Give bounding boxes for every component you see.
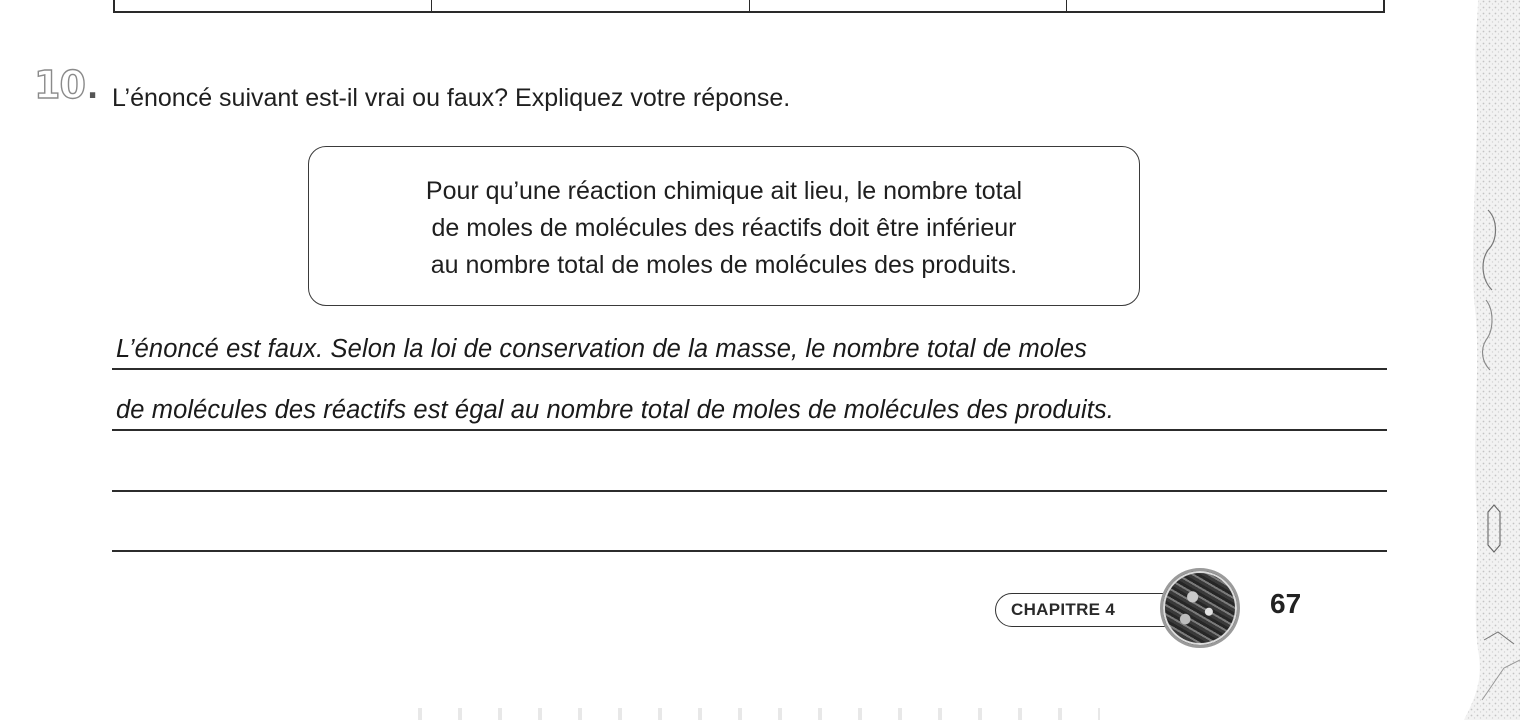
statement-line: au nombre total de moles de molécules des produits. xyxy=(430,250,1018,279)
answer-text: de molécules des réactifs est égal au nombre total de moles de molécules des produits. xyxy=(116,396,1114,424)
question-number xyxy=(34,63,98,107)
bleed-through-text xyxy=(400,708,1100,720)
page-number: 67 xyxy=(1270,588,1302,619)
answer-text: L’énoncé est faux. Selon la loi de conservation de la masse, le nombre total de moles xyxy=(116,335,1087,363)
table-cell xyxy=(115,0,432,11)
statement-box xyxy=(308,146,1140,306)
question-number-digits: 10 xyxy=(34,63,85,107)
statement-line: de moles de molécules des réactifs doit être inférieur xyxy=(431,213,1017,242)
question-number-suffix: . xyxy=(86,71,98,106)
chapter-medallion-image xyxy=(1160,568,1240,648)
answer-line xyxy=(112,452,1387,492)
statement-line: Pour qu’une réaction chimique ait lieu, le nombre total xyxy=(425,176,1023,205)
answer-line xyxy=(112,330,1387,370)
answer-line xyxy=(112,391,1387,431)
previous-question-table xyxy=(113,0,1385,13)
table-cell xyxy=(750,0,1067,11)
table-cell xyxy=(432,0,749,11)
chapter-label-pill xyxy=(995,593,1185,627)
chapter-label: CHAPITRE 4 xyxy=(1011,600,1116,619)
answer-line xyxy=(112,512,1387,552)
question-prompt: L’énoncé suivant est-il vrai ou faux? Expliquez votre réponse. xyxy=(112,84,791,112)
adjacent-page-edge-illustration xyxy=(1464,0,1520,720)
table-cell xyxy=(1067,0,1383,11)
